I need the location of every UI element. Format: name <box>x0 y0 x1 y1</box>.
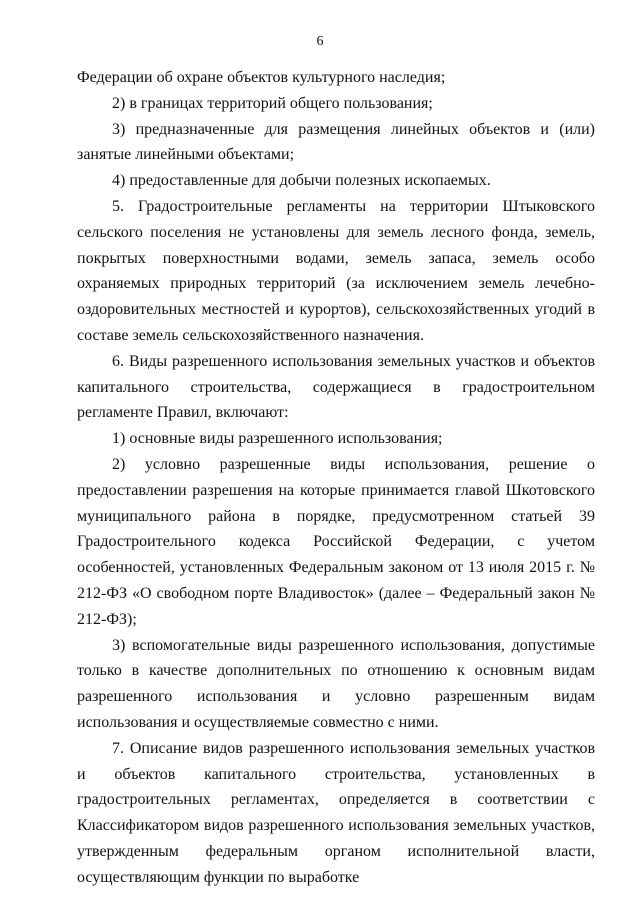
paragraph-section-7: 7. Описание видов разрешенного использования земельных участков и объектов капитального строительства, установленных в градостроительных регламентах, определяется в соответствии с Классификатором видов разрешенного использования земельных участков, утвержденным федеральным органом исполнительной власти, осуществляющим функции по выработке <box>77 739 595 886</box>
paragraph-list-item-3: 3) предназначенные для размещения линейных объектов и (или) занятые линейными объектами; <box>77 120 595 164</box>
paragraph-list-item-1: 1) основные виды разрешенного использования; <box>112 430 443 448</box>
paragraph-section-6: 6. Виды разрешенного использования земельных участков и объектов капитального строительства, содержащиеся в градостроительном регламенте Правил, включают: <box>77 352 595 422</box>
paragraph-list-item-3b: 3) вспомогательные виды разрешенного использования, допустимые только в качестве дополнительных по отношению к основным видам разрешенного использования и условно разрешенным видам использования и осуществляемые совместно с ними. <box>77 636 595 731</box>
paragraph-continuation: Федерации об охране объектов культурного наследия; <box>77 69 446 86</box>
paragraph-list-item-4: 4) предоставленные для добычи полезных ископаемых. <box>112 172 491 190</box>
paragraph-list-item-2: 2) в границах территорий общего пользования; <box>112 94 433 112</box>
page-number: 6 <box>316 34 324 49</box>
paragraph-list-item-2b: 2) условно разрешенные виды использования, решение о предоставлении разрешения на которые принимается главой Шкотовского муниципального района в порядке, предусмотренном статьей 39 Градостроительного кодекса Российской Федерации, с учетом особенностей, установленных Федеральным законом от 13 июля 2015 г. № 212-ФЗ «О свободном порте Владивосток» (далее – Федеральный закон № 212-ФЗ); <box>77 455 595 628</box>
paragraph-section-5: 5. Градостроительные регламенты на территории Штыковского сельского поселения не установлены для земель лесного фонда, земель, покрытых поверхностными водами, земель запаса, земель особо охраняемых природных территорий (за исключением земель лечебно-оздоровительных местностей и курортов), сельскохозяйственных угодий в составе земель сельскохозяйственного назначения. <box>77 197 595 344</box>
document-body <box>77 65 595 891</box>
